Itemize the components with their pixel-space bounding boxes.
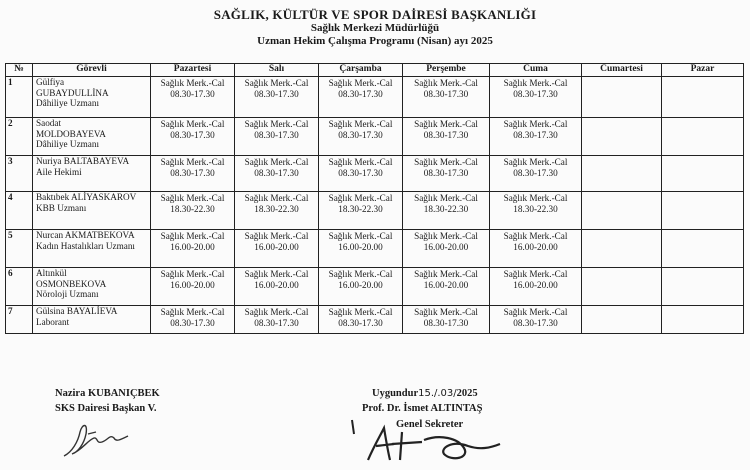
empty-weekend-cell bbox=[662, 268, 744, 306]
shift-cell bbox=[490, 77, 582, 118]
column-header: Görevli bbox=[33, 64, 151, 77]
empty-weekend-cell bbox=[582, 192, 662, 230]
shift-location: Sağlık Merk.-Cal bbox=[244, 231, 309, 241]
empty-weekend-cell bbox=[662, 77, 744, 118]
staff-name: Nurcan AKMATBEKOVA bbox=[36, 230, 135, 240]
schedule-table bbox=[5, 63, 744, 334]
shift-cell bbox=[403, 230, 490, 268]
empty-weekend-cell bbox=[662, 306, 744, 334]
row-number: 4 bbox=[6, 192, 33, 230]
shift-location: Sağlık Merk.-Cal bbox=[328, 119, 393, 129]
shift-cell bbox=[490, 156, 582, 192]
shift-location: Sağlık Merk.-Cal bbox=[328, 193, 393, 203]
shift-cell bbox=[235, 306, 319, 334]
staff-name: OSMONBEKOVA bbox=[36, 278, 107, 289]
approval-label: Uygundur bbox=[372, 388, 419, 399]
shift-cell bbox=[490, 306, 582, 334]
staff-name: Gülfiya bbox=[36, 77, 65, 87]
shift-cell bbox=[403, 77, 490, 118]
shift-cell bbox=[235, 230, 319, 268]
column-header: Cuma bbox=[490, 64, 582, 77]
staff-role: Kadın Hastalıkları Uzmanı bbox=[36, 240, 135, 251]
shift-time: 16.00-20.00 bbox=[170, 241, 215, 252]
shift-time: 18.30-22.30 bbox=[423, 203, 469, 214]
shift-location: Sağlık Merk.-Cal bbox=[160, 193, 225, 203]
staff-name: Altınkül bbox=[36, 268, 67, 278]
shift-location: Sağlık Merk.-Cal bbox=[244, 307, 309, 317]
shift-time: 16.00-20.00 bbox=[170, 279, 215, 290]
shift-cell bbox=[151, 268, 235, 306]
shift-cell bbox=[319, 77, 403, 118]
row-number: 6 bbox=[6, 268, 33, 306]
shift-location: Sağlık Merk.-Cal bbox=[414, 119, 478, 129]
approval-line bbox=[372, 388, 478, 399]
shift-time: 08.30-17.30 bbox=[170, 167, 215, 178]
shift-location: Sağlık Merk.-Cal bbox=[160, 78, 225, 88]
table-row bbox=[6, 268, 744, 306]
shift-cell bbox=[235, 118, 319, 156]
shift-location: Sağlık Merk.-Cal bbox=[244, 269, 309, 279]
shift-time: 18.30-22.30 bbox=[338, 203, 383, 214]
shift-location: Sağlık Merk.-Cal bbox=[414, 157, 478, 167]
shift-location: Sağlık Merk.-Cal bbox=[503, 193, 568, 203]
shift-location: Sağlık Merk.-Cal bbox=[414, 193, 478, 203]
staff-cell bbox=[33, 118, 151, 156]
shift-location: Sağlık Merk.-Cal bbox=[328, 307, 393, 317]
row-number: 7 bbox=[6, 306, 33, 334]
row-number: 2 bbox=[6, 118, 33, 156]
column-header: Pazar bbox=[662, 64, 744, 77]
shift-time: 08.30-17.30 bbox=[423, 317, 469, 328]
shift-time: 08.30-17.30 bbox=[170, 317, 215, 328]
shift-cell bbox=[403, 306, 490, 334]
staff-name: Gülsina BAYALİEVA bbox=[36, 306, 118, 316]
empty-weekend-cell bbox=[582, 77, 662, 118]
staff-cell bbox=[33, 268, 151, 306]
shift-cell bbox=[403, 268, 490, 306]
shift-location: Sağlık Merk.-Cal bbox=[160, 307, 225, 317]
shift-location: Sağlık Merk.-Cal bbox=[414, 231, 478, 241]
shift-cell bbox=[403, 118, 490, 156]
shift-time: 16.00-20.00 bbox=[423, 279, 469, 290]
row-number: 3 bbox=[6, 156, 33, 192]
shift-time: 08.30-17.30 bbox=[513, 317, 558, 328]
left-signer-title: SKS Dairesi Başkan V. bbox=[55, 403, 157, 414]
table-row bbox=[6, 192, 744, 230]
approval-date: 15./.03/ bbox=[418, 388, 457, 399]
shift-cell bbox=[490, 192, 582, 230]
department-title: Sağlık Merkezi Müdürlüğü bbox=[310, 22, 440, 34]
table-row bbox=[6, 156, 744, 192]
staff-name: Saodat bbox=[36, 118, 62, 128]
shift-time: 08.30-17.30 bbox=[338, 129, 383, 140]
shift-cell bbox=[319, 306, 403, 334]
shift-cell bbox=[490, 118, 582, 156]
staff-cell bbox=[33, 156, 151, 192]
shift-location: Sağlık Merk.-Cal bbox=[328, 157, 393, 167]
shift-cell bbox=[403, 192, 490, 230]
table-row bbox=[6, 306, 744, 334]
empty-weekend-cell bbox=[662, 192, 744, 230]
shift-location: Sağlık Merk.-Cal bbox=[244, 78, 309, 88]
staff-name: Baktıbek ALİYASKAROV bbox=[36, 192, 137, 202]
shift-location: Sağlık Merk.-Cal bbox=[328, 231, 393, 241]
shift-cell bbox=[151, 192, 235, 230]
empty-weekend-cell bbox=[582, 306, 662, 334]
shift-time: 08.30-17.30 bbox=[423, 129, 469, 140]
column-header: Perşembe bbox=[403, 64, 490, 77]
shift-cell bbox=[151, 156, 235, 192]
approval-year: 2025 bbox=[456, 388, 478, 399]
shift-cell bbox=[319, 156, 403, 192]
shift-location: Sağlık Merk.-Cal bbox=[244, 119, 309, 129]
shift-location: Sağlık Merk.-Cal bbox=[414, 269, 478, 279]
shift-time: 08.30-17.30 bbox=[254, 317, 299, 328]
empty-weekend-cell bbox=[582, 156, 662, 192]
shift-location: Sağlık Merk.-Cal bbox=[503, 231, 568, 241]
shift-location: Sağlık Merk.-Cal bbox=[244, 157, 309, 167]
table-header-row bbox=[6, 64, 744, 77]
staff-name: MOLDOBAYEVA bbox=[36, 128, 106, 139]
empty-weekend-cell bbox=[582, 230, 662, 268]
shift-location: Sağlık Merk.-Cal bbox=[503, 157, 568, 167]
shift-cell bbox=[490, 268, 582, 306]
table-row bbox=[6, 118, 744, 156]
shift-location: Sağlık Merk.-Cal bbox=[414, 78, 478, 88]
shift-cell bbox=[235, 77, 319, 118]
empty-weekend-cell bbox=[662, 156, 744, 192]
shift-time: 18.30-22.30 bbox=[254, 203, 299, 214]
right-signature-mark bbox=[340, 410, 520, 468]
shift-time: 08.30-17.30 bbox=[254, 167, 299, 178]
shift-cell bbox=[235, 156, 319, 192]
shift-time: 16.00-20.00 bbox=[423, 241, 469, 252]
staff-cell bbox=[33, 230, 151, 268]
shift-location: Sağlık Merk.-Cal bbox=[160, 269, 225, 279]
shift-cell bbox=[319, 192, 403, 230]
shift-location: Sağlık Merk.-Cal bbox=[503, 307, 568, 317]
shift-time: 16.00-20.00 bbox=[338, 279, 383, 290]
shift-cell bbox=[235, 192, 319, 230]
shift-location: Sağlık Merk.-Cal bbox=[328, 269, 393, 279]
staff-cell bbox=[33, 77, 151, 118]
shift-time: 08.30-17.30 bbox=[338, 317, 383, 328]
shift-cell bbox=[235, 268, 319, 306]
shift-time: 16.00-20.00 bbox=[513, 241, 558, 252]
shift-time: 08.30-17.30 bbox=[423, 88, 469, 99]
staff-name: GUBAYDULLİNA bbox=[36, 87, 109, 98]
shift-time: 08.30-17.30 bbox=[513, 88, 558, 99]
staff-role: Dâhiliye Uzmanı bbox=[36, 139, 100, 149]
shift-location: Sağlık Merk.-Cal bbox=[503, 78, 568, 88]
staff-role: Dâhiliye Uzmanı bbox=[36, 98, 100, 108]
shift-time: 08.30-17.30 bbox=[513, 167, 558, 178]
staff-role: Nöroloji Uzmanı bbox=[36, 289, 99, 299]
table-row bbox=[6, 77, 744, 118]
column-header: Pazartesi bbox=[151, 64, 235, 77]
shift-cell bbox=[319, 118, 403, 156]
office-title: SAĞLIK, KÜLTÜR VE SPOR DAİRESİ BAŞKANLIĞI bbox=[213, 7, 537, 22]
shift-time: 08.30-17.30 bbox=[423, 167, 469, 178]
right-signer-name: Prof. Dr. İsmet ALTINTAŞ bbox=[362, 403, 483, 414]
column-header: Salı bbox=[235, 64, 319, 77]
shift-cell bbox=[151, 230, 235, 268]
shift-time: 16.00-20.00 bbox=[254, 279, 299, 290]
shift-cell bbox=[151, 77, 235, 118]
staff-role: Laborant bbox=[36, 316, 70, 327]
shift-time: 08.30-17.30 bbox=[170, 129, 215, 140]
right-signer-title: Genel Sekreter bbox=[396, 419, 464, 430]
shift-time: 16.00-20.00 bbox=[338, 241, 383, 252]
shift-location: Sağlık Merk.-Cal bbox=[244, 193, 309, 203]
shift-location: Sağlık Merk.-Cal bbox=[503, 269, 568, 279]
shift-time: 08.30-17.30 bbox=[254, 129, 299, 140]
staff-cell bbox=[33, 192, 151, 230]
staff-cell bbox=[33, 306, 151, 334]
empty-weekend-cell bbox=[582, 268, 662, 306]
column-header: Cumartesi bbox=[582, 64, 662, 77]
staff-role: KBB Uzmanı bbox=[36, 202, 87, 213]
shift-location: Sağlık Merk.-Cal bbox=[160, 119, 225, 129]
staff-role: Aile Hekimi bbox=[36, 166, 82, 177]
shift-location: Sağlık Merk.-Cal bbox=[160, 157, 225, 167]
empty-weekend-cell bbox=[662, 230, 744, 268]
shift-cell bbox=[490, 230, 582, 268]
left-signer-name: Nazira KUBANIÇBEK bbox=[55, 388, 160, 399]
shift-time: 08.30-17.30 bbox=[338, 88, 383, 99]
shift-cell bbox=[319, 230, 403, 268]
shift-time: 08.30-17.30 bbox=[513, 129, 558, 140]
staff-name: Nuriya BALTABAYEVA bbox=[36, 156, 130, 166]
shift-time: 16.00-20.00 bbox=[513, 279, 558, 290]
shift-time: 08.30-17.30 bbox=[170, 88, 215, 99]
shift-cell bbox=[319, 268, 403, 306]
shift-time: 16.00-20.00 bbox=[254, 241, 299, 252]
shift-time: 18.30-22.30 bbox=[513, 203, 558, 214]
empty-weekend-cell bbox=[662, 118, 744, 156]
row-number: 5 bbox=[6, 230, 33, 268]
column-header: № bbox=[6, 64, 33, 77]
empty-weekend-cell bbox=[582, 118, 662, 156]
column-header: Çarşamba bbox=[319, 64, 403, 77]
schedule-title: Uzman Hekim Çalışma Programı (Nisan) ayı 2025 bbox=[257, 35, 493, 47]
left-signature-mark bbox=[58, 412, 148, 462]
shift-cell bbox=[151, 306, 235, 334]
shift-location: Sağlık Merk.-Cal bbox=[503, 119, 568, 129]
shift-time: 08.30-17.30 bbox=[254, 88, 299, 99]
table-row bbox=[6, 230, 744, 268]
shift-cell bbox=[403, 156, 490, 192]
shift-time: 18.30-22.30 bbox=[170, 203, 215, 214]
shift-location: Sağlık Merk.-Cal bbox=[414, 307, 478, 317]
row-number: 1 bbox=[6, 77, 33, 118]
shift-location: Sağlık Merk.-Cal bbox=[160, 231, 225, 241]
shift-location: Sağlık Merk.-Cal bbox=[328, 78, 393, 88]
shift-time: 08.30-17.30 bbox=[338, 167, 383, 178]
shift-cell bbox=[151, 118, 235, 156]
